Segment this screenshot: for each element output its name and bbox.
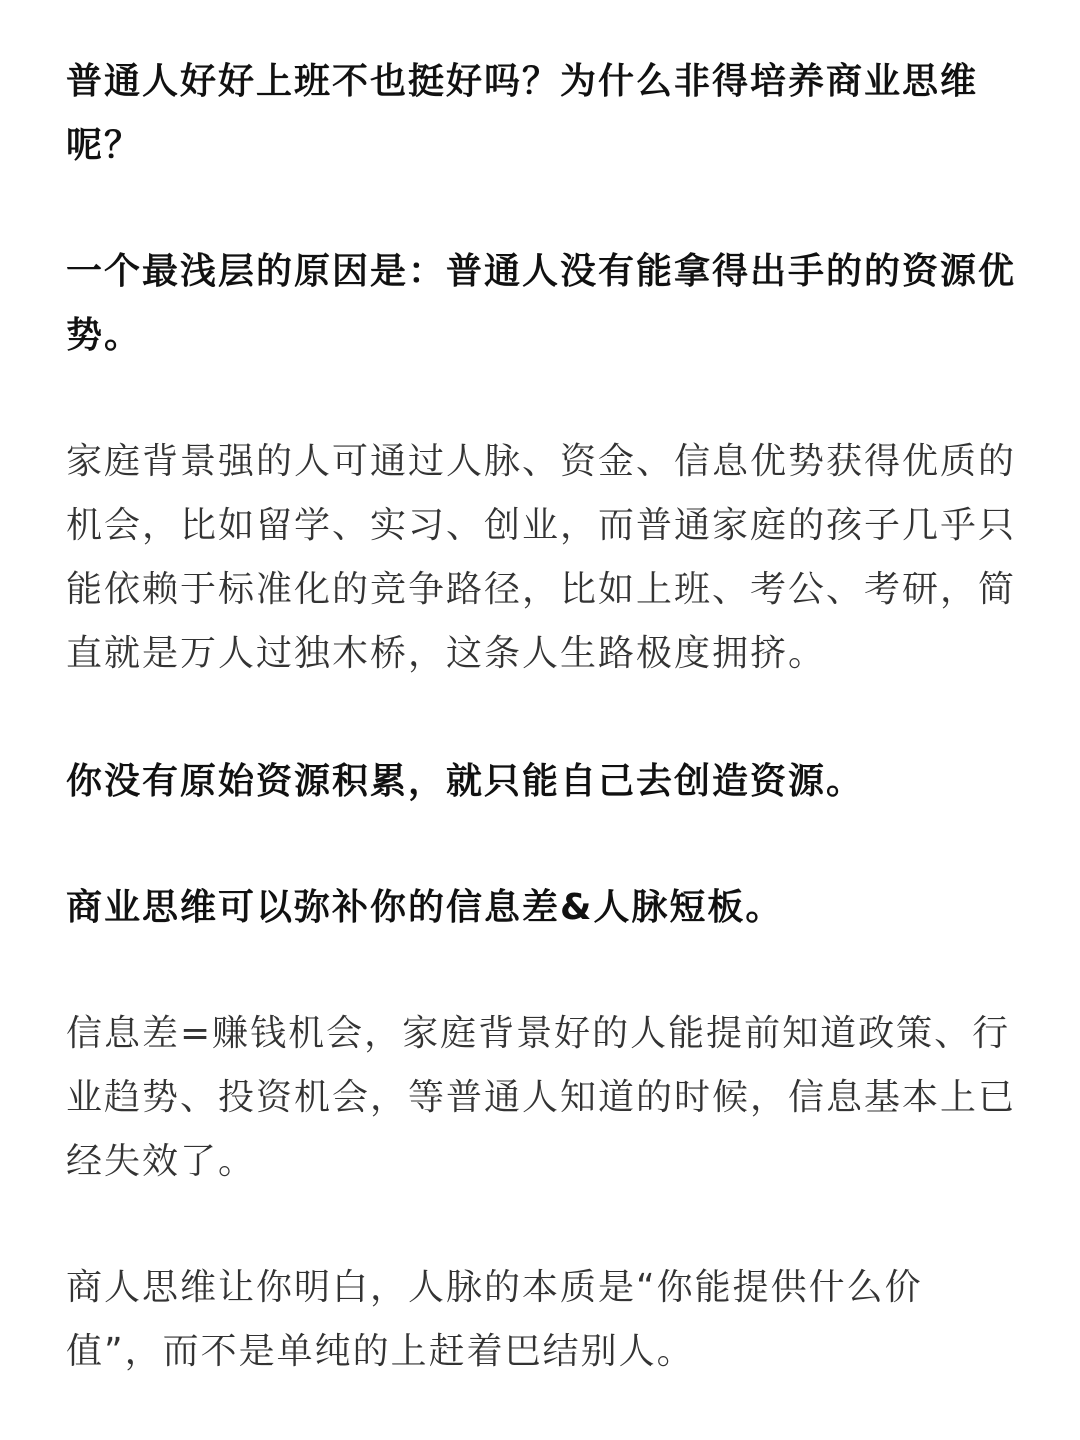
paragraph-line: 势。: [66, 315, 143, 356]
paragraph-line: 直就是万人过独木桥，这条人生路极度拥挤。: [66, 633, 827, 674]
paragraph-line: 值”，而不是单纯的上赶着巴结别人。: [66, 1331, 695, 1372]
paragraph-line: 一个最浅层的原因是：普通人没有能拿得出手的的资源优: [66, 251, 1017, 292]
paragraph-line: 机会，比如留学、实习、创业，而普通家庭的孩子几乎只: [66, 505, 1017, 546]
paragraph-line: 商业思维可以弥补你的信息差&人脉短板。: [66, 887, 784, 928]
paragraph-connections: [66, 1256, 1018, 1384]
paragraph-business-thinking: [66, 876, 1018, 940]
paragraph-information-gap: [66, 1002, 1018, 1194]
paragraph-line: 业趋势、投资机会，等普通人知道的时候，信息基本上已: [66, 1077, 1017, 1118]
paragraph-create-resources: [66, 750, 1018, 814]
paragraph-line: 呢？: [66, 125, 143, 166]
article-body: [66, 50, 1018, 1384]
paragraph-line: 家庭背景强的人可通过人脉、资金、信息优势获得优质的: [66, 441, 1017, 482]
paragraph-line: 信息差=赚钱机会，家庭背景好的人能提前知道政策、行: [66, 1013, 1011, 1054]
paragraph-line: 能依赖于标准化的竞争路径，比如上班、考公、考研，简: [66, 569, 1017, 610]
paragraph-question: [66, 50, 1018, 178]
paragraph-line: 商人思维让你明白，人脉的本质是“你能提供什么价: [66, 1267, 923, 1308]
paragraph-line: 你没有原始资源积累，就只能自己去创造资源。: [66, 761, 865, 802]
paragraph-reason: [66, 240, 1018, 368]
paragraph-line: 普通人好好上班不也挺好吗？为什么非得培养商业思维: [66, 61, 979, 102]
paragraph-family-background: [66, 430, 1018, 686]
paragraph-line: 经失效了。: [66, 1141, 257, 1182]
